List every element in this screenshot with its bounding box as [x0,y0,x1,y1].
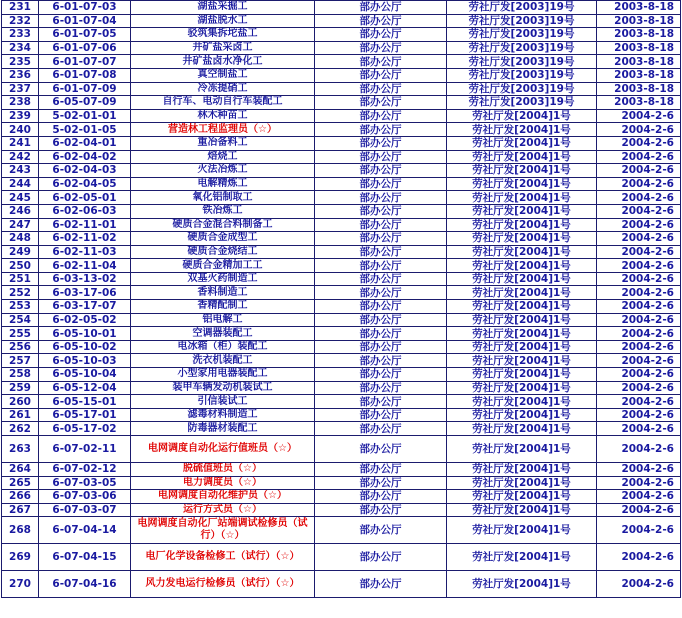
occupation-code-cell: 6-07-03-06 [39,490,131,504]
document-number-cell: 劳社厅发[2004]1号 [447,395,597,409]
row-number-cell: 250 [2,259,39,273]
occupation-code-cell: 6-07-03-05 [39,476,131,490]
table-row [2,436,681,463]
document-number-cell: 劳社厅发[2004]1号 [447,245,597,259]
row-number-cell: 270 [2,571,39,598]
issuing-department-cell: 部办公厅 [315,136,447,150]
occupation-name-cell: 电解精炼工 [131,177,315,191]
document-number-cell: 劳社厅发[2004]1号 [447,476,597,490]
table-row [2,272,681,286]
row-number-cell: 235 [2,55,39,69]
issue-date-cell: 2004-2-6 [597,381,681,395]
table-body [2,1,681,598]
document-number-cell: 劳社厅发[2004]1号 [447,436,597,463]
occupation-code-cell: 6-01-07-03 [39,1,131,15]
row-number-cell: 263 [2,436,39,463]
table-row [2,204,681,218]
occupation-code-cell: 6-05-17-02 [39,422,131,436]
issue-date-cell: 2004-2-6 [597,286,681,300]
document-number-cell: 劳社厅发[2004]1号 [447,340,597,354]
occupation-code-cell: 6-02-04-03 [39,164,131,178]
occupation-name-cell: 硬质合金混合料制备工 [131,218,315,232]
table-row [2,368,681,382]
issue-date-cell: 2004-2-6 [597,463,681,477]
issuing-department-cell: 部办公厅 [315,517,447,544]
occupation-code-cell: 6-02-05-01 [39,191,131,205]
occupation-name-cell: 重冶备料工 [131,136,315,150]
occupation-name-cell: 冷冻提硝工 [131,82,315,96]
table-row [2,517,681,544]
document-number-cell: 劳社厅发[2003]19号 [447,41,597,55]
occupation-name-cell: 自行车、电动自行车装配工 [131,96,315,110]
table-row [2,136,681,150]
issuing-department-cell: 部办公厅 [315,259,447,273]
issue-date-cell: 2004-2-6 [597,123,681,137]
issuing-department-cell: 部办公厅 [315,1,447,15]
row-number-cell: 234 [2,41,39,55]
occupation-name-cell: 电网调度自动化运行值班员（☆） [131,436,315,463]
occupation-code-cell: 6-01-07-04 [39,14,131,28]
table-row [2,381,681,395]
document-number-cell: 劳社厅发[2004]1号 [447,218,597,232]
issue-date-cell: 2004-2-6 [597,436,681,463]
issue-date-cell: 2004-2-6 [597,327,681,341]
occupation-name-cell: 运行方式员（☆） [131,503,315,517]
table-row [2,259,681,273]
row-number-cell: 259 [2,381,39,395]
occupation-code-cell: 6-05-17-01 [39,408,131,422]
table-row [2,490,681,504]
issue-date-cell: 2004-2-6 [597,368,681,382]
row-number-cell: 231 [2,1,39,15]
table-row [2,571,681,598]
row-number-cell: 253 [2,300,39,314]
table-row [2,245,681,259]
row-number-cell: 261 [2,408,39,422]
table-row [2,232,681,246]
occupation-code-cell: 6-02-05-02 [39,313,131,327]
occupation-code-cell: 6-02-04-02 [39,150,131,164]
issue-date-cell: 2003-8-18 [597,28,681,42]
document-number-cell: 劳社厅发[2003]19号 [447,68,597,82]
document-number-cell: 劳社厅发[2004]1号 [447,463,597,477]
issuing-department-cell: 部办公厅 [315,191,447,205]
document-number-cell: 劳社厅发[2004]1号 [447,204,597,218]
row-number-cell: 247 [2,218,39,232]
occupation-name-cell: 脱硫值班员（☆） [131,463,315,477]
document-number-cell: 劳社厅发[2003]19号 [447,28,597,42]
occupation-code-cell: 6-05-10-02 [39,340,131,354]
issuing-department-cell: 部办公厅 [315,463,447,477]
table-row [2,150,681,164]
issuing-department-cell: 部办公厅 [315,28,447,42]
occupation-code-cell: 6-07-02-11 [39,436,131,463]
issuing-department-cell: 部办公厅 [315,245,447,259]
issuing-department-cell: 部办公厅 [315,395,447,409]
row-number-cell: 266 [2,490,39,504]
table-row [2,300,681,314]
issue-date-cell: 2004-2-6 [597,408,681,422]
row-number-cell: 246 [2,204,39,218]
issue-date-cell: 2003-8-18 [597,68,681,82]
row-number-cell: 232 [2,14,39,28]
table-row [2,503,681,517]
document-number-cell: 劳社厅发[2003]19号 [447,55,597,69]
row-number-cell: 267 [2,503,39,517]
row-number-cell: 269 [2,544,39,571]
document-number-cell: 劳社厅发[2004]1号 [447,408,597,422]
document-number-cell: 劳社厅发[2004]1号 [447,490,597,504]
issue-date-cell: 2003-8-18 [597,55,681,69]
issue-date-cell: 2004-2-6 [597,300,681,314]
issuing-department-cell: 部办公厅 [315,422,447,436]
occupation-name-cell: 真空制盐工 [131,68,315,82]
occupation-name-cell: 铝电解工 [131,313,315,327]
occupation-code-cell: 6-07-03-07 [39,503,131,517]
issue-date-cell: 2004-2-6 [597,204,681,218]
issuing-department-cell: 部办公厅 [315,218,447,232]
issue-date-cell: 2004-2-6 [597,503,681,517]
occupation-name-cell: 装甲车辆发动机装试工 [131,381,315,395]
table-row [2,123,681,137]
occupation-code-cell: 6-01-07-06 [39,41,131,55]
occupation-name-cell: 驳筑集拆坨盐工 [131,28,315,42]
occupation-code-cell: 6-03-17-07 [39,300,131,314]
occupation-name-cell: 硬质合金烧结工 [131,245,315,259]
occupation-name-cell: 风力发电运行检修员（试行）（☆） [131,571,315,598]
issue-date-cell: 2004-2-6 [597,191,681,205]
table-row [2,327,681,341]
issuing-department-cell: 部办公厅 [315,286,447,300]
issue-date-cell: 2004-2-6 [597,218,681,232]
issuing-department-cell: 部办公厅 [315,476,447,490]
issue-date-cell: 2003-8-18 [597,96,681,110]
issuing-department-cell: 部办公厅 [315,109,447,123]
row-number-cell: 242 [2,150,39,164]
table-row [2,1,681,15]
occupation-name-cell: 营造林工程监理员（☆） [131,123,315,137]
row-number-cell: 244 [2,177,39,191]
table-row [2,313,681,327]
issuing-department-cell: 部办公厅 [315,300,447,314]
occupation-name-cell: 湖盐脱水工 [131,14,315,28]
issuing-department-cell: 部办公厅 [315,327,447,341]
issue-date-cell: 2004-2-6 [597,272,681,286]
occupation-name-cell: 火法冶炼工 [131,164,315,178]
occupation-name-cell: 林木种苗工 [131,109,315,123]
occupation-code-cell: 6-02-11-03 [39,245,131,259]
row-number-cell: 265 [2,476,39,490]
document-number-cell: 劳社厅发[2004]1号 [447,503,597,517]
occupation-code-cell: 5-02-01-05 [39,123,131,137]
issue-date-cell: 2003-8-18 [597,82,681,96]
occupation-code-cell: 6-07-04-15 [39,544,131,571]
issuing-department-cell: 部办公厅 [315,313,447,327]
occupation-code-cell: 6-02-11-04 [39,259,131,273]
row-number-cell: 240 [2,123,39,137]
occupation-name-cell: 小型家用电器装配工 [131,368,315,382]
occupation-code-cell: 6-02-11-01 [39,218,131,232]
occupation-name-cell: 电厂化学设备检修工（试行）（☆） [131,544,315,571]
document-number-cell: 劳社厅发[2003]19号 [447,14,597,28]
issue-date-cell: 2004-2-6 [597,476,681,490]
occupation-code-cell: 6-07-04-16 [39,571,131,598]
issuing-department-cell: 部办公厅 [315,381,447,395]
row-number-cell: 233 [2,28,39,42]
row-number-cell: 258 [2,368,39,382]
issuing-department-cell: 部办公厅 [315,177,447,191]
issue-date-cell: 2004-2-6 [597,177,681,191]
document-number-cell: 劳社厅发[2003]19号 [447,82,597,96]
row-number-cell: 239 [2,109,39,123]
row-number-cell: 252 [2,286,39,300]
issue-date-cell: 2003-8-18 [597,41,681,55]
row-number-cell: 254 [2,313,39,327]
occupation-code-cell: 6-01-07-09 [39,82,131,96]
document-number-cell: 劳社厅发[2004]1号 [447,191,597,205]
table-row [2,422,681,436]
occupation-code-cell: 6-02-04-01 [39,136,131,150]
row-number-cell: 257 [2,354,39,368]
issue-date-cell: 2003-8-18 [597,1,681,15]
document-number-cell: 劳社厅发[2004]1号 [447,136,597,150]
table-row [2,218,681,232]
document-number-cell: 劳社厅发[2004]1号 [447,381,597,395]
document-number-cell: 劳社厅发[2004]1号 [447,164,597,178]
document-number-cell: 劳社厅发[2004]1号 [447,327,597,341]
occupation-code-cell: 6-01-07-05 [39,28,131,42]
document-number-cell: 劳社厅发[2004]1号 [447,300,597,314]
issue-date-cell: 2004-2-6 [597,354,681,368]
occupation-name-cell: 电网调度自动化厂站端调试检修员（试行）（☆） [131,517,315,544]
document-number-cell: 劳社厅发[2004]1号 [447,286,597,300]
occupation-code-cell: 6-05-10-04 [39,368,131,382]
document-number-cell: 劳社厅发[2004]1号 [447,109,597,123]
occupation-code-cell: 6-03-13-02 [39,272,131,286]
document-number-cell: 劳社厅发[2004]1号 [447,177,597,191]
issuing-department-cell: 部办公厅 [315,55,447,69]
row-number-cell: 238 [2,96,39,110]
row-number-cell: 249 [2,245,39,259]
occupation-code-cell: 5-02-01-01 [39,109,131,123]
issuing-department-cell: 部办公厅 [315,123,447,137]
occupation-name-cell: 引信装试工 [131,395,315,409]
occupation-name-cell: 香精配制工 [131,300,315,314]
document-number-cell: 劳社厅发[2004]1号 [447,354,597,368]
occupation-code-cell: 6-07-04-14 [39,517,131,544]
issue-date-cell: 2004-2-6 [597,136,681,150]
issuing-department-cell: 部办公厅 [315,150,447,164]
issue-date-cell: 2004-2-6 [597,395,681,409]
issuing-department-cell: 部办公厅 [315,354,447,368]
issue-date-cell: 2004-2-6 [597,109,681,123]
issue-date-cell: 2004-2-6 [597,232,681,246]
table-row [2,476,681,490]
row-number-cell: 243 [2,164,39,178]
occupation-code-cell: 6-05-15-01 [39,395,131,409]
document-number-cell: 劳社厅发[2004]1号 [447,150,597,164]
occupation-name-cell: 滤毒材料制造工 [131,408,315,422]
table-row [2,96,681,110]
occupation-name-cell: 井矿盐采卤工 [131,41,315,55]
occupation-name-cell: 焙烧工 [131,150,315,164]
issuing-department-cell: 部办公厅 [315,96,447,110]
issuing-department-cell: 部办公厅 [315,503,447,517]
issue-date-cell: 2004-2-6 [597,571,681,598]
issuing-department-cell: 部办公厅 [315,204,447,218]
issue-date-cell: 2004-2-6 [597,150,681,164]
issuing-department-cell: 部办公厅 [315,544,447,571]
row-number-cell: 237 [2,82,39,96]
table-row [2,82,681,96]
issue-date-cell: 2004-2-6 [597,313,681,327]
document-number-cell: 劳社厅发[2004]1号 [447,368,597,382]
issue-date-cell: 2004-2-6 [597,340,681,354]
table-row [2,68,681,82]
issue-date-cell: 2004-2-6 [597,544,681,571]
document-number-cell: 劳社厅发[2004]1号 [447,123,597,137]
row-number-cell: 268 [2,517,39,544]
occupation-name-cell: 电冰箱（柜）装配工 [131,340,315,354]
occupation-name-cell: 洗衣机装配工 [131,354,315,368]
document-number-cell: 劳社厅发[2004]1号 [447,232,597,246]
occupation-code-cell: 6-07-02-12 [39,463,131,477]
occupation-code-cell: 6-03-17-06 [39,286,131,300]
issue-date-cell: 2004-2-6 [597,422,681,436]
occupation-name-cell: 防毒器材装配工 [131,422,315,436]
occupation-code-cell: 6-02-11-02 [39,232,131,246]
issuing-department-cell: 部办公厅 [315,232,447,246]
document-number-cell: 劳社厅发[2004]1号 [447,259,597,273]
occupation-code-cell: 6-02-06-03 [39,204,131,218]
table-row [2,191,681,205]
issue-date-cell: 2004-2-6 [597,164,681,178]
issuing-department-cell: 部办公厅 [315,41,447,55]
table-row [2,340,681,354]
occupation-standards-table [1,0,681,598]
occupation-name-cell: 硬质合金成型工 [131,232,315,246]
occupation-code-cell: 6-05-07-09 [39,96,131,110]
occupation-code-cell: 6-02-04-05 [39,177,131,191]
row-number-cell: 262 [2,422,39,436]
row-number-cell: 248 [2,232,39,246]
document-number-cell: 劳社厅发[2003]19号 [447,96,597,110]
occupation-code-cell: 6-05-10-03 [39,354,131,368]
issuing-department-cell: 部办公厅 [315,68,447,82]
table-row [2,177,681,191]
row-number-cell: 260 [2,395,39,409]
table-row [2,164,681,178]
row-number-cell: 251 [2,272,39,286]
occupation-code-cell: 6-05-10-01 [39,327,131,341]
issuing-department-cell: 部办公厅 [315,490,447,504]
table-row [2,286,681,300]
issue-date-cell: 2004-2-6 [597,517,681,544]
document-number-cell: 劳社厅发[2004]1号 [447,313,597,327]
issuing-department-cell: 部办公厅 [315,14,447,28]
occupation-name-cell: 湖盐采掘工 [131,1,315,15]
occupation-name-cell: 电网调度自动化维护员（☆） [131,490,315,504]
issuing-department-cell: 部办公厅 [315,436,447,463]
table-row [2,14,681,28]
occupation-name-cell: 香料制造工 [131,286,315,300]
table-row [2,109,681,123]
issuing-department-cell: 部办公厅 [315,82,447,96]
table-row [2,463,681,477]
issuing-department-cell: 部办公厅 [315,368,447,382]
issue-date-cell: 2004-2-6 [597,245,681,259]
table-row [2,354,681,368]
occupation-name-cell: 氧化铝制取工 [131,191,315,205]
issue-date-cell: 2003-8-18 [597,14,681,28]
document-number-cell: 劳社厅发[2004]1号 [447,272,597,286]
occupation-name-cell: 电力调度员（☆） [131,476,315,490]
occupation-code-cell: 6-05-12-04 [39,381,131,395]
occupation-name-cell: 双基火药制造工 [131,272,315,286]
issue-date-cell: 2004-2-6 [597,490,681,504]
occupation-name-cell: 硬质合金精加工工 [131,259,315,273]
document-number-cell: 劳社厅发[2004]1号 [447,571,597,598]
document-number-cell: 劳社厅发[2004]1号 [447,544,597,571]
document-number-cell: 劳社厅发[2004]1号 [447,517,597,544]
issuing-department-cell: 部办公厅 [315,408,447,422]
table-row [2,408,681,422]
issue-date-cell: 2004-2-6 [597,259,681,273]
table-row [2,544,681,571]
occupation-code-cell: 6-01-07-07 [39,55,131,69]
occupation-name-cell: 铁冶炼工 [131,204,315,218]
table-row [2,395,681,409]
issuing-department-cell: 部办公厅 [315,340,447,354]
table-row [2,41,681,55]
table-row [2,28,681,42]
row-number-cell: 256 [2,340,39,354]
issuing-department-cell: 部办公厅 [315,272,447,286]
row-number-cell: 241 [2,136,39,150]
row-number-cell: 255 [2,327,39,341]
document-number-cell: 劳社厅发[2004]1号 [447,422,597,436]
occupation-name-cell: 空调器装配工 [131,327,315,341]
table-row [2,55,681,69]
occupation-name-cell: 井矿盐卤水净化工 [131,55,315,69]
row-number-cell: 236 [2,68,39,82]
occupation-code-cell: 6-01-07-08 [39,68,131,82]
issuing-department-cell: 部办公厅 [315,164,447,178]
document-number-cell: 劳社厅发[2003]19号 [447,1,597,15]
row-number-cell: 264 [2,463,39,477]
row-number-cell: 245 [2,191,39,205]
issuing-department-cell: 部办公厅 [315,571,447,598]
